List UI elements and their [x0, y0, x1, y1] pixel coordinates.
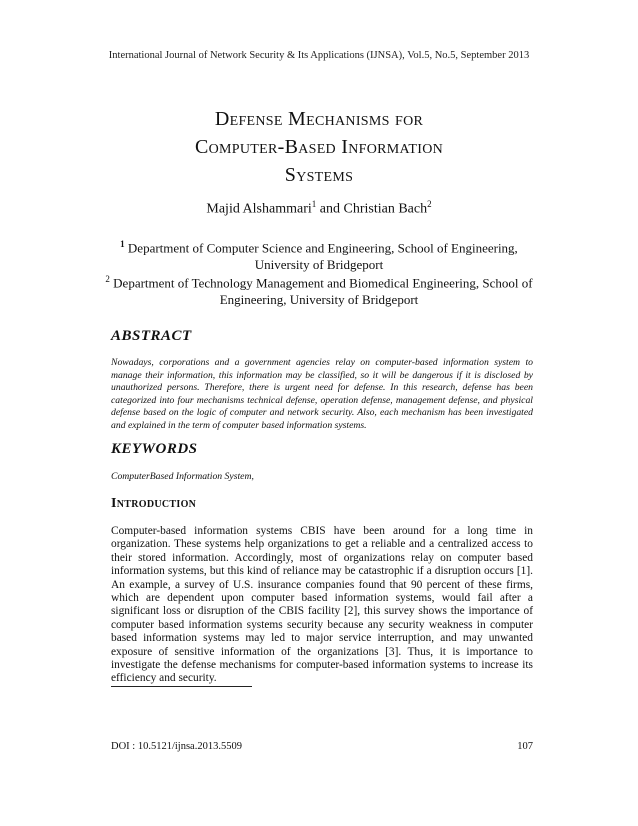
- introduction-text: Computer-based information systems CBIS have been around for a long time in organization. These systems help organizations to get a reliable and a centralized access to their stored information. Accordingly, most of organizations relay on computer based information systems, but this kind of reliance may be catastrophic if a disruption occurs [1]. An example, a survey of U.S. insurance companies found that 90 percent of these firms, which are dependent upon computer based information systems, would fail after a significant loss or disruption of the CBIS facility [2], this survey shows the importance of computer based information systems security because any security weakness in computer based information systems may led to major service interruption, and may unwanted exposure of sensitive information of the organizations [3]. Thus, it is importance to investigate the defense mechanisms for computer-based information systems to increase its efficiency and security.: [111, 525, 533, 685]
- author-line: [0, 199, 638, 218]
- affiliation-1: [100, 236, 538, 273]
- title-line-1: Defense Mechanisms for: [214, 108, 424, 130]
- author-1-mark: 1: [311, 199, 317, 209]
- affiliation-1-mark: 1: [120, 239, 125, 249]
- title-line-3: Systems: [284, 164, 354, 186]
- affiliation-2-text: Department of Technology Management and Biomedical Engineering, School of Engineering, University of Bridgeport: [109, 275, 533, 308]
- author-2-mark: 2: [427, 199, 432, 209]
- author-1-name: Majid Alshammari: [206, 201, 312, 217]
- abstract-heading: ABSTRACT: [111, 328, 192, 344]
- author-2-name: Christian Bach: [343, 201, 428, 217]
- journal-header: International Journal of Network Security & Its Applications (IJNSA), Vol.5, No.5, September 2013: [108, 50, 530, 61]
- keywords-text: ComputerBased Information System,: [111, 471, 254, 482]
- introduction-heading: Introduction: [111, 496, 197, 511]
- doi-footer: DOI : 10.5121/ijnsa.2013.5509: [111, 741, 242, 752]
- page-number: 107: [517, 741, 533, 752]
- affiliation-2-mark: 2: [105, 274, 110, 284]
- abstract-text: Nowadays, corporations and a government agencies relay on computer-based information system to manage their information, this information may be classified, so it will be dangerous if it is disclosed by unauthorized persons. Therefore, there is urgent need for defense. In this research, defense has been categorized into four mechanisms technical defense, operation defense, management defense, and physical defense based on the logic of computer and network security. Also, each mechanism has been investigated and explained in the term of computer based information systems.: [111, 357, 533, 431]
- title-line-2: Computer-Based Information: [194, 136, 444, 158]
- affiliation-2: [100, 271, 538, 308]
- footnote-divider: [111, 686, 252, 687]
- paper-title: [60, 105, 578, 189]
- affiliation-1-text: Department of Computer Science and Engineering, School of Engineering, University of Bridgeport: [124, 240, 518, 273]
- author-connector: and: [316, 201, 344, 217]
- keywords-heading: KEYWORDS: [111, 441, 198, 457]
